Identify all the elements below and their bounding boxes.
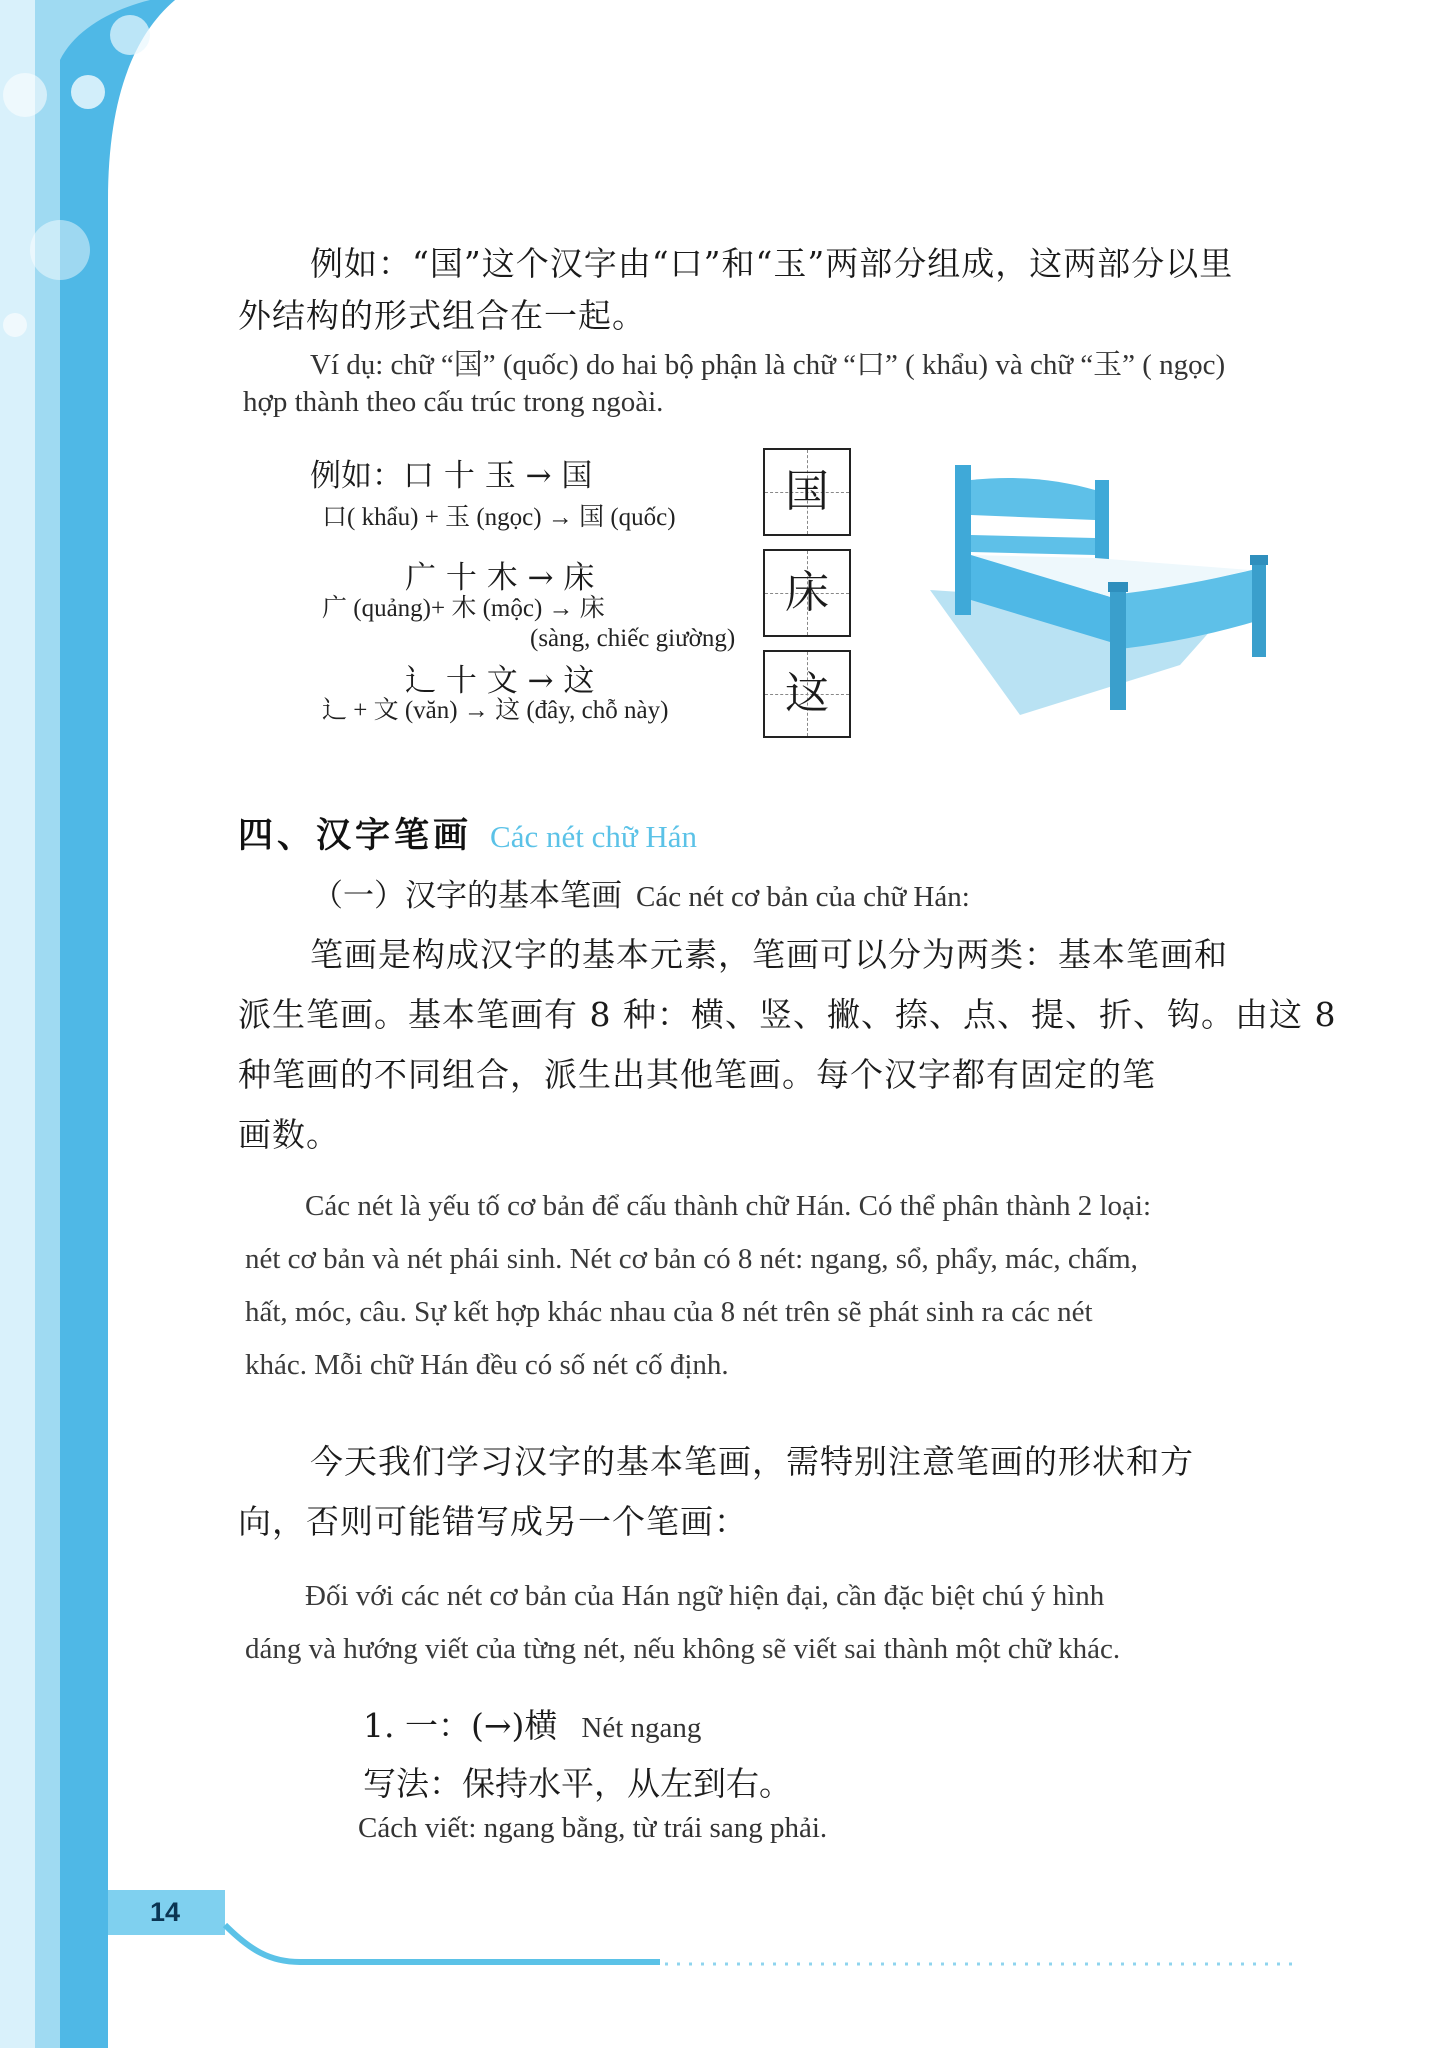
- para1-vi-line3: hất, móc, câu. Sự kết hợp khác nhau của 8 nét trên sẽ phát sinh ra các nét: [245, 1296, 1093, 1328]
- para2-vi-line1: Đối với các nét cơ bản của Hán ngữ hiện đại, cần đặc biệt chú ý hình: [305, 1580, 1105, 1612]
- para1-zh-line1: 笔画是构成汉字的基本元素，笔画可以分为两类：基本笔画和: [310, 935, 1228, 974]
- example-gloss-3: 辶 + 文 (văn) → 这 (đây, chỗ này): [322, 697, 669, 724]
- subsection-heading: [312, 870, 970, 915]
- para1-vi-line2: nét cơ bản và nét phái sinh. Nét cơ bản có 8 nét: ngang, sổ, phẩy, mác, chấm,: [245, 1243, 1138, 1275]
- section4-heading-vi: Các nét chữ Hán: [490, 819, 698, 854]
- subsection-heading-zh: （一）汉字的基本笔画: [312, 878, 622, 914]
- example-gloss-2: 广 (quảng)+ 木 (mộc) → 床: [322, 595, 605, 622]
- para1-vi-line1: Các nét là yếu tố cơ bản để cấu thành chữ Hán. Có thể phân thành 2 loại:: [305, 1190, 1152, 1222]
- para1-vi-line4: khác. Mỗi chữ Hán đều có số nét cố định.: [245, 1349, 729, 1381]
- para2-zh-line2: 向，否则可能错写成另一个笔画：: [238, 1502, 748, 1541]
- para2-vi-line2: dáng và hướng viết của từng nét, nếu không sẽ viết sai thành một chữ khác.: [245, 1633, 1121, 1665]
- para1-zh-line4: 画数。: [238, 1115, 340, 1154]
- stroke1-method-vi: Cách viết: ngang bằng, từ trái sang phải.: [358, 1812, 828, 1844]
- stroke1-title-vi: Nét ngang: [581, 1712, 702, 1744]
- intro-vi-line1: Ví dụ: chữ “国” (quốc) do hai bộ phận là chữ “口” ( khẩu) và chữ “玉” ( ngọc): [310, 349, 1226, 381]
- example-formula-3: 辶 十 文 → 这: [405, 663, 595, 699]
- bed-illustration: [920, 450, 1280, 720]
- char-box-chuang: 床: [763, 549, 851, 637]
- para2-zh-line1: 今天我们学习汉字的基本笔画，需特别注意笔画的形状和方: [310, 1442, 1194, 1481]
- stroke1-title-zh: 1. 一：(→)横: [363, 1706, 558, 1745]
- intro-vi-line2: hợp thành theo cấu trúc trong ngoài.: [243, 386, 664, 418]
- example-formula-2: 广 十 木 → 床: [405, 560, 595, 596]
- para1-zh-line3: 种笔画的不同组合，派生出其他笔画。每个汉字都有固定的笔: [238, 1055, 1156, 1094]
- intro-zh-line1: 例如：“国”这个汉字由“口”和“玉”两部分组成，这两部分以里: [310, 244, 1234, 283]
- example-formula-1: 例如：口 十 玉 → 国: [310, 458, 593, 494]
- page-number: 14: [150, 1897, 181, 1927]
- example-gloss-2b: (sàng, chiếc giường): [530, 625, 736, 652]
- section4-heading: [238, 808, 697, 858]
- char-box-guo: 国: [763, 448, 851, 536]
- section4-heading-zh: 四、汉字笔画: [238, 815, 473, 856]
- char-box-zhe: 这: [763, 650, 851, 738]
- para1-zh-line2: 派生笔画。基本笔画有 8 种：横、竖、撇、捺、点、提、折、钩。由这 8: [238, 995, 1337, 1034]
- intro-zh-line2: 外结构的形式组合在一起。: [238, 296, 646, 335]
- example-gloss-1: 口( khẩu) + 玉 (ngọc) → 国 (quốc): [322, 504, 676, 531]
- stroke1-method-zh: 写法：保持水平，从左到右。: [363, 1764, 792, 1803]
- stroke1-title: [363, 1700, 701, 1747]
- subsection-heading-vi: Các nét cơ bản của chữ Hán:: [636, 881, 970, 913]
